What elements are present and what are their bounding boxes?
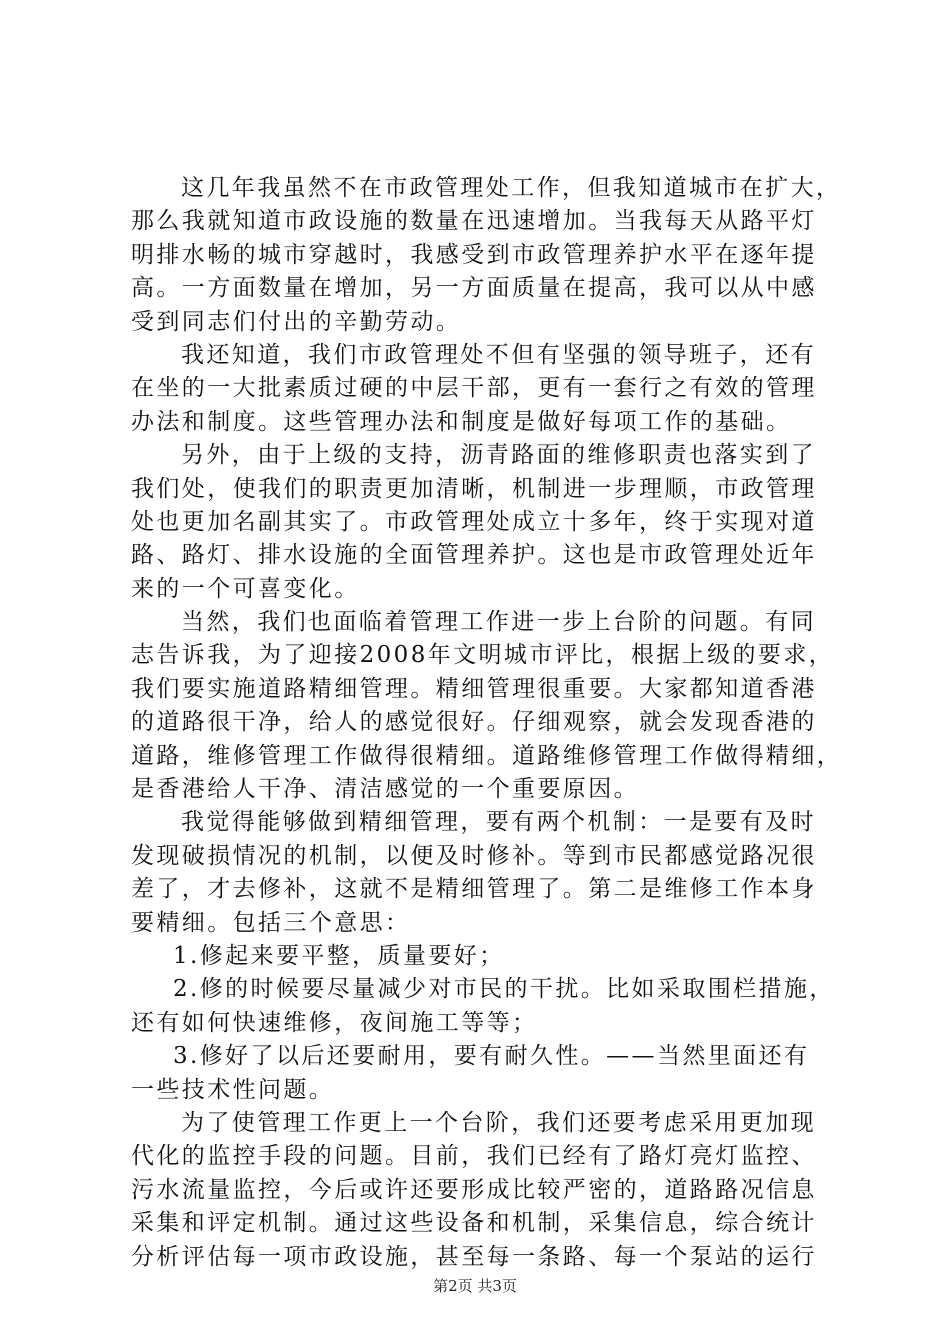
text-line: 发现破损情况的机制，以便及时修补。等到市民都感觉路况很 [131,842,817,869]
list-item [131,1040,831,1107]
text-line: 我觉得能够做到精细管理，要有两个机制：一是要有及时 [181,809,816,836]
text-line: 处也更加名副其实了。市政管理处成立十多年，终于实现对道 [131,508,817,535]
text-line: 采集和评定机制。通过这些设备和机制，采集信息，综合统计 [131,1210,817,1237]
text-line: 路、路灯、排水设施的全面管理养护。这也是市政管理处近年 [131,542,817,569]
list-item [131,973,835,1040]
text-line: 分析评估每一项市政设施，甚至每一条路、每一个泵站的运行 [131,1243,817,1270]
text-line: 另外，由于上级的支持，沥青路面的维修职责也落实到了 [181,442,816,469]
text-line: 受到同志们付出的辛勤劳动。 [131,308,462,335]
text-line: 3.修好了以后还要耐用，要有耐久性。——当然里面还有 [173,1043,810,1070]
text-line: 代化的监控手段的问题。目前，我们已经有了路灯亮灯监控、 [131,1143,817,1170]
paragraph [131,606,843,806]
text-line: 我们处，使我们的职责更加清晰，机制进一步理顺，市政管理 [131,475,817,502]
text-line: 差了，才去修补，这就不是精细管理了。第二是维修工作本身 [131,876,817,903]
paragraph [131,806,831,940]
text-line: 要精细。包括三个意思： [131,909,411,936]
paragraph [131,439,831,606]
text-line: 还有如何快速维修，夜间施工等等； [131,1009,538,1036]
list-item [131,940,831,973]
paragraph [131,339,831,439]
text-line: 为了使管理工作更上一个台阶，我们还要考虑采用更加现 [181,1109,816,1136]
text-line: 一些技术性问题。 [131,1076,335,1103]
text-line: 高。一方面数量在增加，另一方面质量在提高，我可以从中感 [131,275,817,302]
text-line: 2.修的时候要尽量减少对市民的干扰。比如采取围栏措施， [173,976,835,1003]
paragraph [131,1107,831,1274]
text-line: 污水流量监控，今后或许还要形成比较严密的，道路路况信息 [131,1176,817,1203]
text-line: 志告诉我，为了迎接2008年文明城市评比，根据上级的要求， [131,642,835,669]
text-line: 办法和制度。这些管理办法和制度是做好每项工作的基础。 [131,408,792,435]
text-line: 道路，维修管理工作做得很精细。道路维修管理工作做得精细， [131,742,843,769]
text-line: 我们要实施道路精细管理。精细管理很重要。大家都知道香港 [131,675,817,702]
text-line: 1.修起来要平整，质量要好； [173,942,505,969]
text-line: 这几年我虽然不在市政管理处工作，但我知道城市在扩大， [181,175,842,201]
text-line: 的道路很干净，给人的感觉很好。仔细观察，就会发现香港的 [131,709,817,736]
text-line: 是香港给人干净、清洁感觉的一个重要原因。 [131,776,639,803]
text-line: 当然，我们也面临着管理工作进一步上台阶的问题。有同 [181,609,816,636]
text-line: 那么我就知道市政设施的数量在迅速增加。当我每天从路平灯 [131,208,817,235]
text-line: 明排水畅的城市穿越时，我感受到市政管理养护水平在逐年提 [131,241,817,268]
text-line: 来的一个可喜变化。 [131,575,360,602]
document-body [131,172,843,1274]
page-footer: 第2页 共3页 [433,1277,517,1295]
text-line: 我还知道，我们市政管理处不但有坚强的领导班子，还有 [181,341,816,368]
paragraph [131,172,842,339]
text-line: 在坐的一大批素质过硬的中层干部，更有一套行之有效的管理 [131,375,817,402]
